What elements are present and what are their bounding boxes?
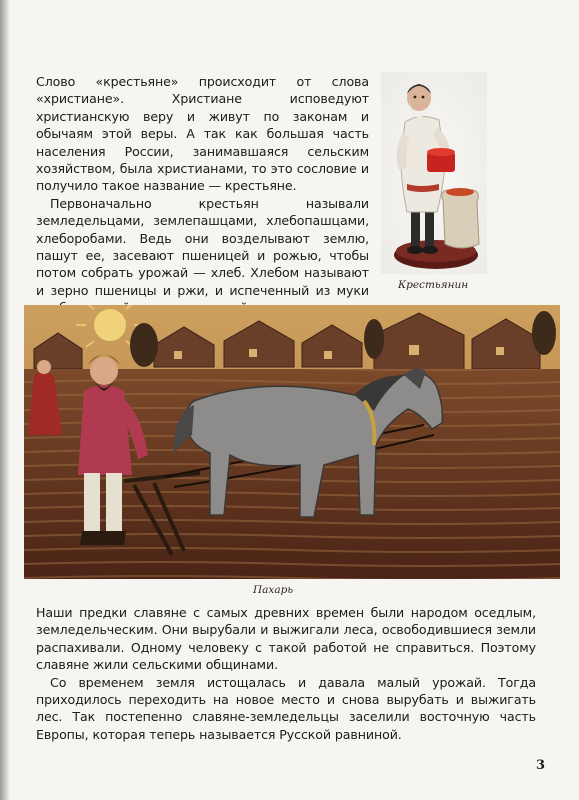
caption-peasant: Крестьянин bbox=[398, 279, 469, 291]
caption-plowman: Пахарь bbox=[253, 584, 294, 596]
paragraph-4: Со временем земля истощалась и давала малый урожай. Тогда приходилось переходить на новое место и снова вырубать и выжигать лес. Так постепенно славяне-земледельцы заселили восточную часть Европы, которая теперь называется Русской равниной. bbox=[36, 674, 536, 742]
paragraph-2: Первоначально крестьян называли земледельцами, землепашцами, хлебопашцами, хлеборобами. Ведь они возделывают землю, пашут ее, засевают пшеницей и рожью, чтобы потом собрать урожай — хлеб. Хлебом называют и зерно пшеницы и ржи, и испеченный из муки bbox=[36, 195, 369, 298]
paragraph-1: Слово «крестьяне» происходит от слова «христиане». Христиане исповедуют христианскую веру и живут по законам и обычаям этой веры. А так как большая часть населения России, занимавшаяся сельским хозяйством, была христианами, то это сословие и получило такое название — крестьяне. bbox=[36, 74, 369, 194]
page-gutter-shadow bbox=[0, 0, 10, 800]
paragraph-3: Наши предки славяне с самых древних времен были народом оседлым, земледельческим. Они вырубали и выжигали леса, освободившиеся земли распахивали. Одному человеку с такой работой не справиться. Поэтому славяне жили сельскими общинами. bbox=[36, 605, 536, 673]
text-block-bottom bbox=[36, 604, 536, 743]
page-number: 3 bbox=[536, 758, 546, 773]
peasant-figurine-image bbox=[381, 72, 487, 274]
text-block-top bbox=[36, 73, 369, 317]
plowman-painting-image bbox=[24, 305, 560, 579]
